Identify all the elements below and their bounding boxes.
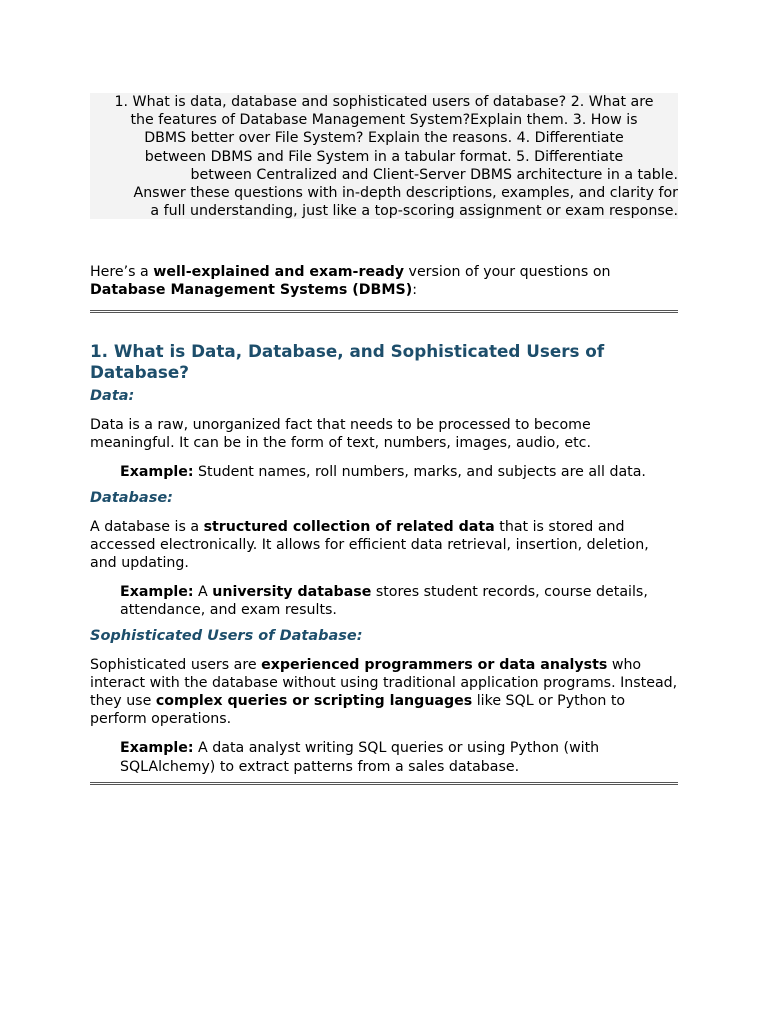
example-text: A data analyst writing SQL queries or using Python (with SQLAlchemy) to extract patterns from a sales database. xyxy=(120,740,600,775)
intro-bold-subject: Database Management Systems (DBMS) xyxy=(90,282,413,298)
prompt-line: 1. What is data, database and sophisticated users of database? 2. What are xyxy=(114,94,654,110)
prompt-line: between DBMS and File System in a tabular format. 5. Differentiate xyxy=(144,148,624,165)
document-page xyxy=(90,93,678,785)
horizontal-divider xyxy=(90,310,678,313)
prompt-line: DBMS better over File System? Explain the reasons. 4. Differentiate xyxy=(144,130,624,147)
example-bold: university database xyxy=(212,584,372,601)
intro-text: : xyxy=(412,282,417,298)
sophisticated-users-definition xyxy=(90,656,678,729)
body-text: Sophisticated users are xyxy=(90,656,262,673)
example-text: stores student records, course details, attendance, and exam results. xyxy=(120,584,648,619)
horizontal-divider xyxy=(90,782,678,785)
example-label: Example: xyxy=(120,464,194,481)
data-definition: Data is a raw, unorganized fact that needs to be processed to become meaningful. It can be in the form of text, numbers, images, audio, etc. xyxy=(90,417,591,452)
body-text: like SQL or Python to perform operations. xyxy=(90,693,626,728)
example-label: Example: xyxy=(120,584,194,601)
example-text: A xyxy=(193,584,213,601)
intro-text: Here’s a xyxy=(90,264,154,280)
subheading-data: Data: xyxy=(90,388,135,404)
prompt-line: a full understanding, just like a top-scoring assignment or exam response. xyxy=(150,203,678,219)
body-bold: complex queries or scripting languages xyxy=(155,693,473,710)
database-example xyxy=(120,583,678,619)
intro-paragraph xyxy=(90,263,678,299)
body-bold: experienced programmers or data analysts xyxy=(261,656,608,673)
prompt-line: Answer these questions with in-depth descriptions, examples, and clarity for xyxy=(133,185,678,202)
body-text: A database is a xyxy=(90,518,204,535)
section-heading: 1. What is Data, Database, and Sophisticated Users of Database? xyxy=(90,341,605,382)
prompt-line: between Centralized and Client-Server DBMS architecture in a table. xyxy=(190,166,678,183)
body-text: who interact with the database without using traditional application programs. Instead, they use xyxy=(90,656,678,710)
example-text: Student names, roll numbers, marks, and subjects are all data. xyxy=(193,464,646,481)
prompt-line: the features of Database Management System?Explain them. 3. How is xyxy=(130,112,638,129)
database-definition xyxy=(90,518,678,573)
question-prompt-box xyxy=(90,93,678,219)
example-label: Example: xyxy=(120,740,194,757)
subheading-sophisticated-users: Sophisticated Users of Database: xyxy=(90,627,363,644)
body-text: that is stored and accessed electronically. It allows for efficient data retrieval, insertion, deletion, and updating. xyxy=(90,518,649,572)
subheading-database: Database: xyxy=(90,489,173,506)
intro-text: version of your questions on xyxy=(404,264,611,280)
body-bold: structured collection of related data xyxy=(203,518,495,535)
intro-bold-phrase: well-explained and exam-ready xyxy=(153,264,405,280)
sophisticated-users-example xyxy=(120,739,678,775)
data-example xyxy=(120,463,678,481)
